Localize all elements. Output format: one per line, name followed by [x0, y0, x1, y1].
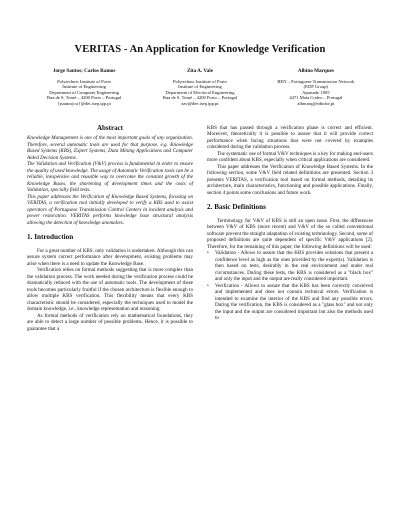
- author-email: {jsantos|csr}@dei.isep.ipp.pt: [57, 100, 111, 106]
- author-3: [259, 69, 373, 107]
- author-name: Albino Marques: [297, 68, 334, 74]
- author-email: albmarq@edinfor.pt: [297, 100, 335, 106]
- bullet-icon: •: [207, 250, 209, 257]
- author-affiliation-line: Rua de S. Tomé – 4200 Porto – Portugal: [162, 95, 238, 101]
- body-paragraph: Verification relies on formal methods suggesting that is more complex than the validation process. The work needed during the verification process could be dramatically reduced with the use of automatic tools. The development of these tools becomes particularly fruitful if the chosen architecture is flexible enough to allow multiple KBS verification. This flexibility means that every KBS characteristic should be considered, especially the techniques used to model the domain knowledge, i.e., knowledge representation and reasoning.: [27, 267, 193, 313]
- author-2: [143, 69, 257, 107]
- two-column-body: [27, 125, 373, 333]
- abstract: [27, 125, 193, 227]
- body-paragraph: The systematic use of formal V&V techniques is a key for making end-users more confident about KBS, especially when critical applications are considered.: [207, 150, 373, 164]
- definition-bullet: [207, 250, 373, 283]
- author-affiliation-line: Department of Computer Engineering: [49, 89, 119, 95]
- abstract-paragraph: This paper addresses the Verification of Knowledge Based Systems, focusing on VERITAS, a verification tool initially developed to verify a KBS used to assist operators of Portuguese Transmission Control Centers in incident analysis and power restoration. VERITAS performs knowledge base structural analysis allowing the detection of knowledge anomalies.: [27, 193, 193, 226]
- author-block: [27, 69, 373, 107]
- definition-text: Validation - Allows to assure that the KBS provides solutions that present a confidence level as high as the ones provided by the expert(s). Validation is then based on tests, desirably in the real environment and under real circumstances. During these tests, the KBS is considered as a "black box" and only the input and the output are really considered important.: [215, 250, 373, 283]
- author-affiliation-line: Polytechnic Institute of Porto: [57, 78, 112, 84]
- author-affiliation-line: Apartado 1005: [302, 89, 330, 95]
- abstract-heading: Abstract: [96, 123, 124, 132]
- definition-bullet: [207, 283, 373, 322]
- author-affiliation-line: (EDP Group): [303, 84, 329, 90]
- abstract-paragraph: The Validation and Verification (V&V) process is fundamental in order to ensure the quality of used knowledge. The usage of Automatic Verification tools can be a reliable, inexpensive and reusable way to overcome the constant growth of the Knowledge Bases, the shortening of development times and the costs of Validation, specially field tests.: [27, 161, 193, 194]
- section-heading-introduction: 1. Introduction: [27, 233, 74, 242]
- definition-text: Verification - Allows to assure that the KBS has been correctly conceived and implemented and does not contain technical errors. Verification is intended to examine the interior of the KBS and find any possible errors. During the verification, the KBS is considered as a "glass box" and not only the input and the output are considered important but also the methods used to: [215, 282, 373, 322]
- paper-title: VERITAS - An Application for Knowledge Verification: [74, 44, 326, 55]
- body-paragraph: As formal methods of verification rely on mathematical foundations, they are able to detect a large number of possible problems. Hence, it is possible to guarantee that a: [27, 312, 193, 332]
- body-paragraph: KBS that has passed through a verification phase is correct and efficient. Moreover, theoretically it is possible to assure that it will provide correct performance when facing situations that were not covered by examples considered during the validation process.: [207, 124, 373, 151]
- author-affiliation-line: Department of Electrical Engineering: [165, 89, 235, 95]
- bullet-icon: •: [207, 282, 209, 289]
- author-affiliation-line: Institute of Engineering: [62, 84, 106, 90]
- author-name: Jorge Santos; Carlos Ramos: [52, 68, 116, 74]
- author-affiliation-line: Polytechnic Institute of Porto: [173, 78, 227, 84]
- abstract-paragraph: Knowledge Management is one of the most important goals of any organization. Therefore, several automatic tools are used for that purpose, e.g. Knowledge Based Systems (KBS), Expert Systems, Data Mining Applications and Computer Aided Decision Systems.: [27, 135, 193, 161]
- author-affiliation-line: 4471 Maia Codex – Portugal: [289, 95, 343, 101]
- body-paragraph: For a great number of KBS, only validation is undertaken. Although this can assure system correct performance after development, existing problems may arise when there is a need to update the Knowledge Base.: [27, 247, 193, 267]
- left-column: [27, 125, 193, 333]
- author-email: zav@dee.isep.ipp.pt: [181, 100, 219, 106]
- author-name: Zita A. Vale: [186, 68, 214, 74]
- author-affiliation-line: Rua de S. Tomé – 4200 Porto – Portugal: [46, 95, 122, 101]
- author-1: [27, 69, 141, 107]
- section-heading-basic-definitions: 2. Basic Definitions: [207, 203, 266, 212]
- body-paragraph: Terminology for V&V of KBS is still an open issue. First, the differences between V&V of KBS (more recent) and V&V of the so called conventional software prevent the straight adaptation of existing terminology. Second, some of proposed definitions are quite dependent of specific V&V applications [2]. Therefore, for the remaining of this paper, the following definitions will be used:: [207, 217, 373, 250]
- author-affiliation-line: Institute of Engineering: [178, 84, 222, 90]
- body-paragraph: This paper addresses the Verification of Knowledge Based Systems. In the following section, some V&V field related definitions are presented. Section 3 presents VERITAS, a verification tool based on formal methods, detailing its architecture, main characteristics, functioning and possible applications. Finally, section 4 points some conclusions and future work.: [207, 163, 373, 196]
- author-affiliation-line: REN – Portuguese Transmission Network: [277, 78, 355, 84]
- right-column: [207, 125, 373, 333]
